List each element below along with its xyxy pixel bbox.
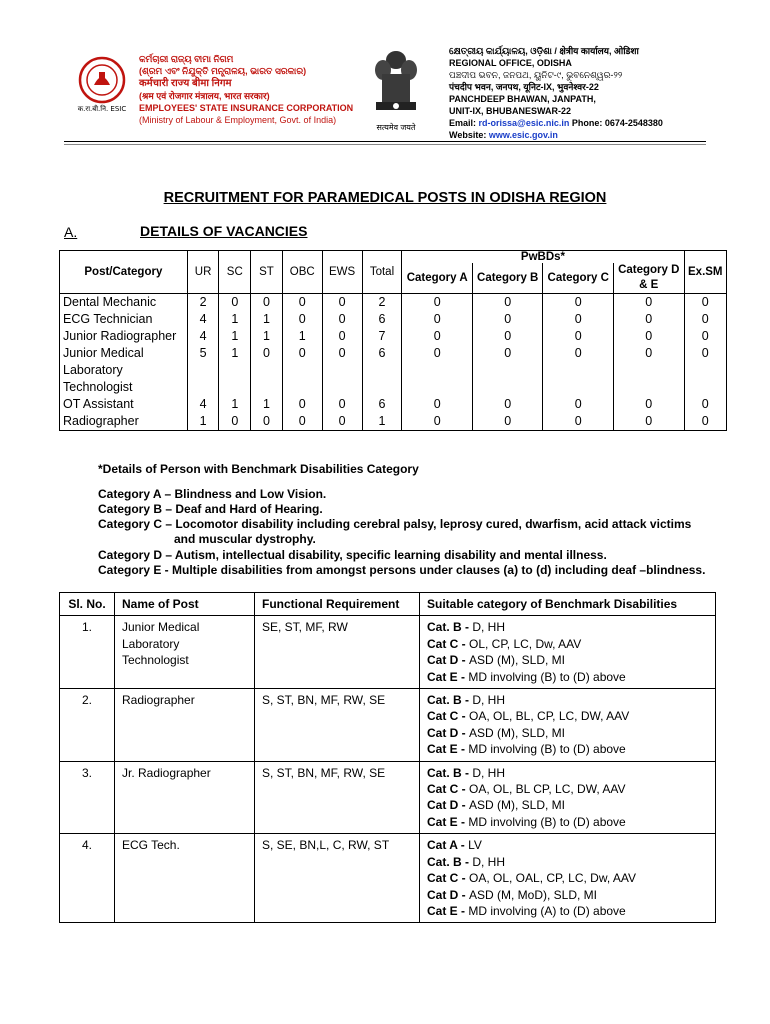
header-cat-c: Category C <box>543 263 614 294</box>
category-e-def: Category E - Multiple disabilities from amongst persons under clauses (a) to (d) including deaf –blindness. <box>98 563 706 577</box>
category-code: Cat C - <box>427 636 469 651</box>
section-title: DETAILS OF VACANCIES <box>140 223 308 239</box>
disability-list: D, HH <box>472 693 506 708</box>
header-cat-b: Category B <box>472 263 543 294</box>
cell-st: 1 <box>251 396 283 413</box>
category-code: Cat D - <box>427 887 469 902</box>
cell-sc: 0 <box>219 413 251 431</box>
section-letter: A. <box>64 224 78 240</box>
disability-list: MD involving (B) to (D) above <box>468 669 626 684</box>
cell-post: Dental Mechanic <box>60 294 188 312</box>
page-title: RECRUITMENT FOR PARAMEDICAL POSTS IN ODISHA REGION <box>163 190 607 206</box>
cell-c: 0 <box>543 311 614 328</box>
suitable-category-line <box>427 870 708 886</box>
header-ews: EWS <box>322 251 362 294</box>
cell-functional-requirement: S, ST, BN, MF, RW, SE <box>255 689 420 762</box>
disability-list: ASD (M, MoD), SLD, MI <box>469 887 598 902</box>
cell-c: 0 <box>543 396 614 413</box>
cell-suitable-categories <box>420 834 716 923</box>
header-suitable-category: Suitable category of Benchmark Disabilities <box>420 593 716 616</box>
cell-post: ECG Technician <box>60 311 188 328</box>
org-name-odia: କର୍ମଚାରୀ ରାଜ୍ୟ ବୀମା ନିଗମ <box>139 54 234 64</box>
cell-ur: 4 <box>187 328 219 345</box>
header-st: ST <box>251 251 283 294</box>
disability-list: LV <box>468 838 482 853</box>
disability-list: OA, OL, BL, CP, LC, DW, AAV <box>469 709 630 724</box>
org-ministry-english: (Ministry of Labour & Employment, Govt. of India) <box>139 115 337 125</box>
cell-sl-no: 4. <box>60 834 115 923</box>
disability-list: MD involving (B) to (D) above <box>468 742 626 757</box>
cell-obc: 0 <box>282 413 322 431</box>
cell-obc: 0 <box>282 311 322 328</box>
category-code: Cat D - <box>427 725 469 740</box>
cell-sc: 1 <box>219 328 251 345</box>
cell-exsm: 0 <box>684 396 726 413</box>
disability-list: ASD (M), SLD, MI <box>469 798 566 813</box>
cell-c: 0 <box>543 413 614 431</box>
suitable-category-line <box>427 854 708 870</box>
cell-a: 0 <box>402 311 473 328</box>
cell-sl-no: 3. <box>60 761 115 834</box>
suitable-category-line <box>427 619 708 635</box>
disability-list: ASD (M), SLD, MI <box>469 725 566 740</box>
cell-post: Junior Medical Laboratory Technologist <box>60 345 188 396</box>
cell-sc: 0 <box>219 294 251 312</box>
cell-c: 0 <box>543 328 614 345</box>
category-code: Cat E - <box>427 903 469 918</box>
vacancy-row <box>60 311 727 328</box>
suitable-category-line <box>427 903 708 919</box>
vacancy-row <box>60 345 727 396</box>
disability-list: ASD (M), SLD, MI <box>469 653 566 668</box>
cell-b: 0 <box>472 396 543 413</box>
category-code: Cat. B - <box>427 620 473 635</box>
esic-logo <box>74 55 130 123</box>
vacancy-row <box>60 294 727 312</box>
cell-ur: 5 <box>187 345 219 396</box>
cell-a: 0 <box>402 345 473 396</box>
header-ur: UR <box>187 251 219 294</box>
header-cat-a: Category A <box>402 263 473 294</box>
cell-ur: 2 <box>187 294 219 312</box>
vacancy-row <box>60 413 727 431</box>
cell-c: 0 <box>543 345 614 396</box>
category-code: Cat E - <box>427 742 469 757</box>
cell-ews: 0 <box>322 311 362 328</box>
cell-a: 0 <box>402 294 473 312</box>
cell-post: Junior Radiographer <box>60 328 188 345</box>
category-code: Cat C - <box>427 871 469 886</box>
cell-st: 0 <box>251 413 283 431</box>
address-english-line1: PANCHDEEP BHAWAN, JANPATH, <box>449 94 596 104</box>
cell-a: 0 <box>402 413 473 431</box>
contact-line <box>449 117 663 129</box>
cell-de: 0 <box>614 396 685 413</box>
address-hindi: पंचदीप भवन, जनपथ, यूनिट-IX, भुवनेश्वर-22 <box>449 82 599 92</box>
cell-total: 2 <box>362 294 402 312</box>
logo-hindi-text: क.रा.बी.नि. ESIC <box>77 105 127 113</box>
post-requirement-row <box>60 689 716 762</box>
category-code: Cat A - <box>427 838 469 853</box>
cell-functional-requirement: S, ST, BN, MF, RW, SE <box>255 761 420 834</box>
org-ministry-odia: (ଶ୍ରମ ଏବଂ ନିଯୁକ୍ତି ମନ୍ତ୍ରାଳୟ, ଭାରତ ସରକାର) <box>139 66 307 76</box>
cell-st: 0 <box>251 345 283 396</box>
website-label: Website: <box>449 130 487 140</box>
cell-functional-requirement: S, SE, BN,L, C, RW, ST <box>255 834 420 923</box>
email-label: Email: <box>449 118 477 128</box>
category-a-def: Category A – Blindness and Low Vision. <box>98 487 327 501</box>
disability-list: OA, OL, OAL, CP, LC, Dw, AAV <box>469 871 636 886</box>
disability-list: D, HH <box>472 620 506 635</box>
cell-obc: 1 <box>282 328 322 345</box>
cell-exsm: 0 <box>684 294 726 312</box>
national-emblem-icon <box>368 46 424 122</box>
cell-exsm: 0 <box>684 345 726 396</box>
cell-b: 0 <box>472 328 543 345</box>
email-link[interactable]: rd-orissa@esic.nic.in <box>478 118 570 128</box>
cell-post-name: Jr. Radiographer <box>115 761 255 834</box>
cell-ews: 0 <box>322 396 362 413</box>
cell-ews: 0 <box>322 413 362 431</box>
cell-ews: 0 <box>322 328 362 345</box>
suitable-category-line <box>427 797 708 813</box>
suitable-category-line <box>427 692 708 708</box>
suitable-category-line <box>427 708 708 724</box>
emblem-motto: सत्यमेव जयते <box>376 123 416 132</box>
category-code: Cat C - <box>427 709 469 724</box>
org-name-hindi: कर्मचारी राज्य बीमा निगम <box>139 78 232 89</box>
category-c-def: Category C – Locomotor disability including cerebral palsy, leprosy cured, dwarfism, acid attack victims <box>98 517 692 531</box>
disability-list: OA, OL, BL CP, LC, DW, AAV <box>469 782 626 797</box>
cell-de: 0 <box>614 413 685 431</box>
regional-office-english: REGIONAL OFFICE, ODISHA <box>449 58 572 68</box>
phone-number: Phone: 0674-2548380 <box>571 118 663 128</box>
header-functional-requirement: Functional Requirement <box>255 593 420 616</box>
header-sl-no: Sl. No. <box>60 593 115 616</box>
cell-exsm: 0 <box>684 413 726 431</box>
cell-de: 0 <box>614 294 685 312</box>
cell-a: 0 <box>402 328 473 345</box>
header-cat-de: Category D & E <box>614 263 685 294</box>
functional-requirement-table <box>59 592 716 923</box>
category-code: Cat D - <box>427 653 469 668</box>
cell-a: 0 <box>402 396 473 413</box>
post-requirement-row <box>60 761 716 834</box>
cell-total: 1 <box>362 413 402 431</box>
cell-de: 0 <box>614 328 685 345</box>
cell-total: 6 <box>362 396 402 413</box>
header-pwbd: PwBDs* <box>402 251 684 264</box>
header-name-of-post: Name of Post <box>115 593 255 616</box>
cell-post: OT Assistant <box>60 396 188 413</box>
org-ministry-hindi: (श्रम एवं रोजगार मंत्रालय, भारत सरकार) <box>139 91 270 101</box>
cell-b: 0 <box>472 413 543 431</box>
regional-office-odia: କ୍ଷେତ୍ରୀୟ କାର୍ଯ୍ୟାଳୟ, ଓଡ଼ିଶା / क्षेत्रीय कार्यालय, ओडिशा <box>449 46 639 56</box>
post-requirement-row <box>60 616 716 689</box>
cell-obc: 0 <box>282 294 322 312</box>
category-c-def-cont: and muscular dystrophy. <box>174 532 316 546</box>
category-code: Cat. B - <box>427 693 473 708</box>
suitable-category-line <box>427 837 708 853</box>
suitable-category-line <box>427 765 708 781</box>
header-divider-thin <box>64 144 706 145</box>
category-b-def: Category B – Deaf and Hard of Hearing. <box>98 502 323 516</box>
cell-total: 6 <box>362 345 402 396</box>
cell-total: 7 <box>362 328 402 345</box>
cell-b: 0 <box>472 311 543 328</box>
header-total: Total <box>362 251 402 294</box>
cell-suitable-categories <box>420 616 716 689</box>
website-line <box>449 129 558 141</box>
cell-sc: 1 <box>219 345 251 396</box>
org-name-english: EMPLOYEES' STATE INSURANCE CORPORATION <box>139 103 354 113</box>
vacancy-row <box>60 396 727 413</box>
suitable-category-line <box>427 887 708 903</box>
category-d-def: Category D – Autism, intellectual disability, specific learning disability and mental illness. <box>98 548 607 562</box>
suitable-category-line <box>427 741 708 757</box>
cell-ur: 4 <box>187 311 219 328</box>
cell-de: 0 <box>614 311 685 328</box>
cell-post-name: Junior Medical Laboratory Technologist <box>115 616 255 689</box>
vacancy-table <box>59 250 727 431</box>
cell-st: 1 <box>251 311 283 328</box>
disability-list: D, HH <box>472 765 506 780</box>
suitable-category-line <box>427 725 708 741</box>
cell-ur: 1 <box>187 413 219 431</box>
cell-total: 6 <box>362 311 402 328</box>
cell-sl-no: 1. <box>60 616 115 689</box>
cell-ews: 0 <box>322 345 362 396</box>
cell-exsm: 0 <box>684 311 726 328</box>
cell-obc: 0 <box>282 396 322 413</box>
website-link[interactable]: www.esic.gov.in <box>488 130 558 140</box>
cell-ews: 0 <box>322 294 362 312</box>
vacancy-row <box>60 328 727 345</box>
suitable-category-line <box>427 669 708 685</box>
suitable-category-line <box>427 652 708 668</box>
category-code: Cat C - <box>427 782 469 797</box>
cell-post: Radiographer <box>60 413 188 431</box>
suitable-category-line <box>427 781 708 797</box>
cell-st: 1 <box>251 328 283 345</box>
cell-suitable-categories <box>420 689 716 762</box>
suitable-category-line <box>427 636 708 652</box>
disability-list: OL, CP, LC, Dw, AAV <box>469 636 582 651</box>
category-code: Cat. B - <box>427 765 473 780</box>
cell-suitable-categories <box>420 761 716 834</box>
address-english-line2: UNIT-IX, BHUBANESWAR-22 <box>449 106 572 116</box>
cell-sc: 1 <box>219 311 251 328</box>
cell-post-name: Radiographer <box>115 689 255 762</box>
category-code: Cat E - <box>427 814 469 829</box>
cell-st: 0 <box>251 294 283 312</box>
cell-sc: 1 <box>219 396 251 413</box>
cell-c: 0 <box>543 294 614 312</box>
header-post: Post/Category <box>60 251 188 294</box>
cell-b: 0 <box>472 294 543 312</box>
header-sc: SC <box>219 251 251 294</box>
post-requirement-row <box>60 834 716 923</box>
cell-obc: 0 <box>282 345 322 396</box>
cell-sl-no: 2. <box>60 689 115 762</box>
cell-de: 0 <box>614 345 685 396</box>
pwbd-footnote: *Details of Person with Benchmark Disabilities Category <box>98 462 419 476</box>
suitable-category-line <box>427 814 708 830</box>
disability-list: MD involving (B) to (D) above <box>468 814 626 829</box>
cell-functional-requirement: SE, ST, MF, RW <box>255 616 420 689</box>
address-odia: ପଞ୍ଚଦୀପ ଭବନ, ଜନପଥ, ୟୁନିଟ-୯, ଭୁବନେଶ୍ୱର-୨୨ <box>449 70 623 80</box>
header-obc: OBC <box>282 251 322 294</box>
category-code: Cat D - <box>427 798 469 813</box>
cell-exsm: 0 <box>684 328 726 345</box>
cell-post-name: ECG Tech. <box>115 834 255 923</box>
disability-list: MD involving (A) to (D) above <box>468 903 626 918</box>
category-code: Cat. B - <box>427 854 473 869</box>
header-exsm: Ex.SM <box>684 251 726 294</box>
cell-ur: 4 <box>187 396 219 413</box>
disability-list: D, HH <box>472 854 506 869</box>
cell-b: 0 <box>472 345 543 396</box>
header-divider <box>64 141 706 142</box>
category-code: Cat E - <box>427 669 469 684</box>
